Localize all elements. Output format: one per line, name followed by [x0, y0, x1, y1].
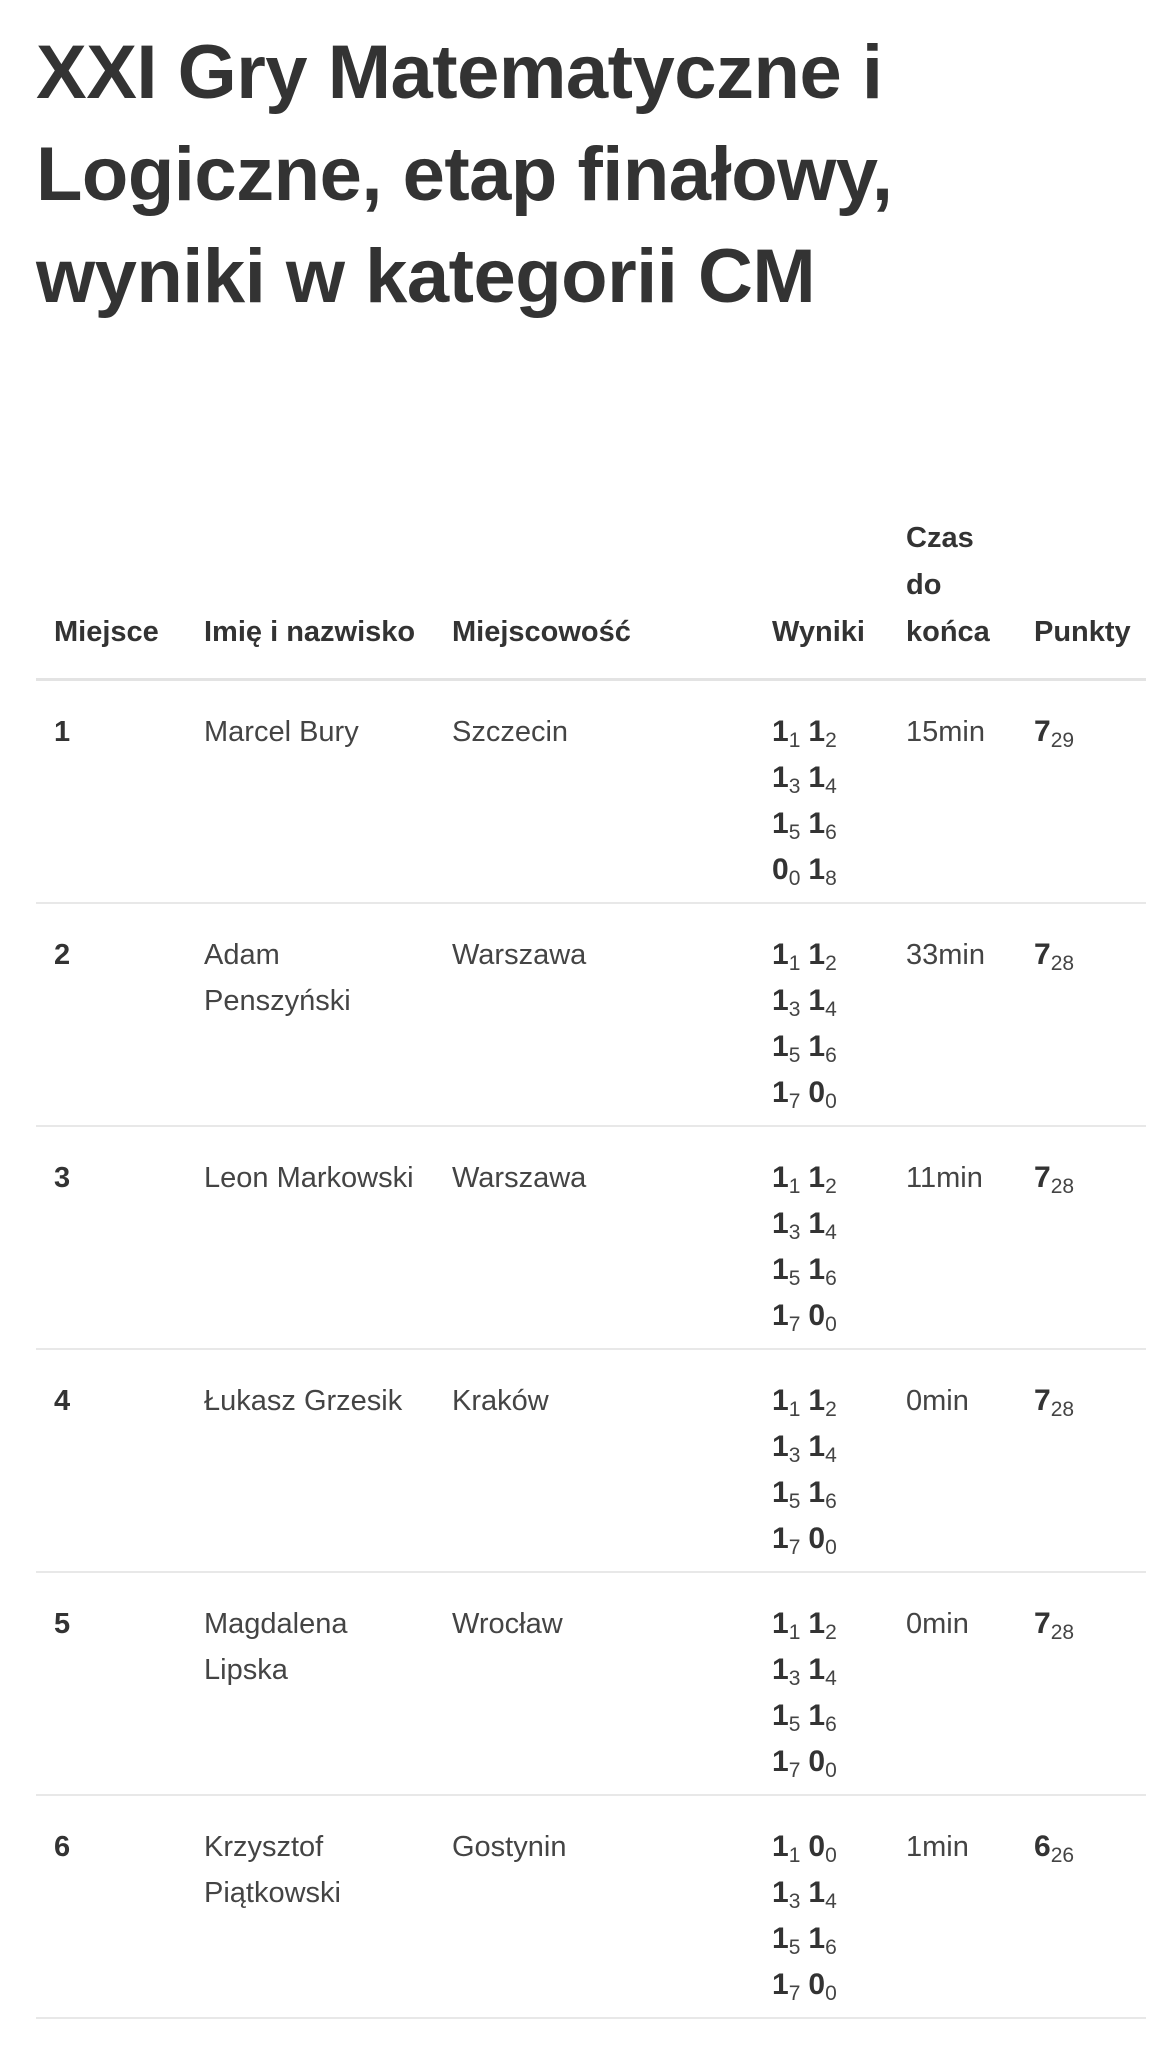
result-task-number: 4	[825, 997, 837, 1021]
result-item	[772, 1601, 800, 1647]
result-score: 1	[772, 937, 789, 971]
result-score: 1	[808, 1029, 826, 1063]
result-task-number: 1	[788, 1620, 801, 1644]
results-line	[772, 1962, 888, 2008]
result-item	[772, 1647, 800, 1693]
results-line	[772, 847, 888, 893]
result-item	[808, 847, 836, 893]
cell-place: 2	[36, 903, 186, 1126]
cell-city: Szczecin	[434, 680, 754, 903]
result-item	[772, 1516, 800, 1562]
cell-city: Gostynin	[434, 1795, 754, 2018]
result-task-number: 5	[788, 1043, 801, 1067]
table-body	[36, 680, 1146, 2018]
result-score: 1	[772, 1829, 789, 1863]
page-title: XXI Gry Matematyczne i Logiczne, etap finałowy, wyniki w kategorii CM	[36, 30, 893, 319]
points-value: 6	[1034, 1829, 1051, 1863]
result-task-number: 2	[825, 1620, 837, 1644]
result-item	[772, 1247, 800, 1293]
result-score: 1	[808, 1429, 826, 1463]
cell-city: Warszawa	[434, 1126, 754, 1349]
cell-city: Wrocław	[434, 1572, 754, 1795]
result-task-number: 7	[788, 1535, 801, 1559]
cell-city: Warszawa	[434, 903, 754, 1126]
cell-place: 6	[36, 1795, 186, 2018]
result-score: 1	[772, 1744, 789, 1778]
result-score: 1	[808, 1206, 826, 1240]
cell-time: 11min	[888, 1126, 1016, 1349]
result-item	[772, 1739, 800, 1785]
cell-points	[1016, 903, 1146, 1126]
results-line	[772, 1647, 888, 1693]
result-score: 1	[772, 1875, 789, 1909]
results-line	[772, 1470, 888, 1516]
result-score: 1	[808, 1652, 826, 1686]
cell-results	[754, 1572, 888, 1795]
result-item	[808, 1070, 836, 1116]
cell-points	[1016, 1126, 1146, 1349]
result-item	[772, 1470, 800, 1516]
header-results: Wyniki	[754, 515, 888, 680]
result-task-number: 5	[788, 1712, 801, 1736]
result-task-number: 4	[825, 1889, 837, 1913]
results-line	[772, 978, 888, 1024]
result-score: 1	[772, 1160, 789, 1194]
result-task-number: 7	[788, 1758, 801, 1782]
table-row	[36, 1349, 1146, 1572]
result-item	[772, 1378, 800, 1424]
header-time: Czas do końca	[888, 515, 1016, 680]
result-item	[772, 1155, 800, 1201]
results-line	[772, 1824, 888, 1870]
result-score: 1	[808, 1160, 826, 1194]
result-task-number: 2	[825, 951, 837, 975]
result-task-number: 6	[825, 1712, 837, 1736]
cell-name: Krzysztof Piątkowski	[186, 1795, 434, 2018]
result-item	[808, 1962, 836, 2008]
result-score: 1	[772, 1606, 789, 1640]
result-score: 0	[772, 853, 789, 886]
points-total: 28	[1050, 1620, 1075, 1644]
result-score: 1	[808, 937, 826, 971]
table-row	[36, 903, 1146, 1126]
cell-name: Marcel Bury	[186, 680, 434, 903]
header-row	[36, 515, 1146, 680]
results-line	[772, 1870, 888, 1916]
result-task-number: 1	[788, 1843, 801, 1867]
result-score: 1	[808, 1606, 826, 1640]
cell-results	[754, 1349, 888, 1572]
points-total: 29	[1050, 729, 1075, 752]
result-item	[772, 709, 800, 755]
results-line	[772, 1155, 888, 1201]
result-item	[772, 1024, 800, 1070]
result-score: 1	[808, 807, 826, 840]
cell-time: 0min	[888, 1572, 1016, 1795]
points-total: 28	[1050, 1397, 1075, 1421]
result-item	[808, 1378, 836, 1424]
result-task-number: 4	[825, 1443, 837, 1467]
result-task-number: 4	[825, 1220, 837, 1244]
result-score: 1	[772, 1652, 789, 1686]
result-task-number: 6	[825, 1489, 837, 1513]
table-row	[36, 1572, 1146, 1795]
results-line	[772, 1739, 888, 1785]
result-task-number: 4	[825, 775, 837, 798]
points-value: 7	[1034, 1383, 1051, 1417]
result-task-number: 3	[788, 1220, 801, 1244]
results-line	[772, 1070, 888, 1116]
result-item	[808, 1293, 836, 1339]
points-value: 7	[1034, 715, 1051, 748]
result-score: 1	[772, 1521, 789, 1555]
result-item	[808, 755, 836, 801]
result-score: 0	[808, 1298, 826, 1332]
results-line	[772, 1024, 888, 1070]
result-task-number: 2	[825, 1174, 837, 1198]
cell-place: 4	[36, 1349, 186, 1572]
result-task-number: 2	[825, 729, 837, 752]
result-task-number: 0	[788, 867, 801, 890]
result-task-number: 4	[825, 1666, 837, 1690]
results-line	[772, 1424, 888, 1470]
result-item	[772, 847, 800, 893]
result-item	[772, 755, 800, 801]
cell-name: Łukasz Grzesik	[186, 1349, 434, 1572]
result-score: 1	[772, 1206, 789, 1240]
cell-time: 15min	[888, 680, 1016, 903]
cell-name: Leon Markowski	[186, 1126, 434, 1349]
result-score: 1	[772, 761, 789, 794]
results-line	[772, 709, 888, 755]
result-task-number: 7	[788, 1312, 801, 1336]
result-item	[808, 801, 836, 847]
result-task-number: 8	[825, 867, 837, 890]
cell-points	[1016, 1572, 1146, 1795]
result-task-number: 0	[825, 1758, 837, 1782]
result-item	[808, 1601, 836, 1647]
result-task-number: 0	[825, 1535, 837, 1559]
result-item	[772, 932, 800, 978]
result-item	[772, 1916, 800, 1962]
result-score: 1	[808, 1698, 826, 1732]
result-item	[808, 1824, 836, 1870]
result-item	[772, 1824, 800, 1870]
result-item	[808, 1516, 836, 1562]
header-city: Miejscowość	[434, 515, 754, 680]
table-row	[36, 1126, 1146, 1349]
result-item	[808, 1024, 836, 1070]
result-item	[772, 978, 800, 1024]
cell-name: Adam Penszyński	[186, 903, 434, 1126]
result-score: 1	[772, 1698, 789, 1732]
result-score: 1	[808, 853, 826, 886]
result-task-number: 3	[788, 1443, 801, 1467]
result-task-number: 5	[788, 1266, 801, 1290]
cell-time: 1min	[888, 1795, 1016, 2018]
header-points: Punkty	[1016, 515, 1146, 680]
result-task-number: 6	[825, 1935, 837, 1959]
cell-results	[754, 903, 888, 1126]
result-score: 0	[808, 1829, 826, 1863]
result-score: 0	[808, 1744, 826, 1778]
result-score: 1	[772, 983, 789, 1017]
result-item	[808, 1916, 836, 1962]
result-score: 1	[772, 1298, 789, 1332]
table-row	[36, 680, 1146, 903]
cell-place: 5	[36, 1572, 186, 1795]
result-task-number: 5	[788, 1935, 801, 1959]
cell-place: 1	[36, 680, 186, 903]
results-line	[772, 932, 888, 978]
result-item	[772, 1070, 800, 1116]
result-task-number: 6	[825, 1266, 837, 1290]
results-table	[36, 515, 1146, 2019]
result-score: 0	[808, 1967, 826, 2001]
table-header	[36, 515, 1146, 680]
result-item	[808, 1870, 836, 1916]
result-item	[808, 1470, 836, 1516]
result-score: 1	[772, 715, 789, 748]
cell-results	[754, 1126, 888, 1349]
results-line	[772, 801, 888, 847]
result-item	[772, 1693, 800, 1739]
result-item	[808, 1739, 836, 1785]
result-score: 0	[808, 1521, 826, 1555]
results-line	[772, 1201, 888, 1247]
cell-points	[1016, 1795, 1146, 2018]
result-task-number: 3	[788, 1666, 801, 1690]
result-item	[808, 1647, 836, 1693]
result-score: 1	[772, 1075, 789, 1109]
result-task-number: 6	[825, 821, 837, 844]
result-score: 1	[772, 1252, 789, 1286]
result-task-number: 6	[825, 1043, 837, 1067]
result-score: 1	[772, 1921, 789, 1955]
result-item	[772, 1293, 800, 1339]
result-item	[772, 1424, 800, 1470]
result-item	[808, 1693, 836, 1739]
results-line	[772, 1247, 888, 1293]
result-task-number: 1	[788, 1174, 801, 1198]
cell-name: Magdalena Lipska	[186, 1572, 434, 1795]
results-line	[772, 1378, 888, 1424]
cell-points	[1016, 1349, 1146, 1572]
result-task-number: 1	[788, 1397, 801, 1421]
result-score: 1	[772, 1029, 789, 1063]
result-task-number: 0	[825, 1981, 837, 2005]
result-item	[772, 801, 800, 847]
result-task-number: 5	[788, 821, 801, 844]
cell-time: 0min	[888, 1349, 1016, 1572]
results-line	[772, 1601, 888, 1647]
result-item	[808, 1424, 836, 1470]
result-score: 1	[808, 983, 826, 1017]
result-score: 1	[772, 807, 789, 840]
cell-time: 33min	[888, 903, 1016, 1126]
results-line	[772, 1293, 888, 1339]
result-task-number: 3	[788, 997, 801, 1021]
result-item	[808, 709, 836, 755]
cell-place: 3	[36, 1126, 186, 1349]
result-item	[772, 1870, 800, 1916]
result-item	[808, 978, 836, 1024]
result-score: 1	[772, 1383, 789, 1417]
result-item	[808, 1201, 836, 1247]
result-task-number: 3	[788, 775, 801, 798]
result-score: 1	[808, 715, 826, 748]
result-task-number: 0	[825, 1312, 837, 1336]
results-line	[772, 1916, 888, 1962]
result-score: 1	[808, 1475, 826, 1509]
result-task-number: 7	[788, 1089, 801, 1113]
points-total: 28	[1050, 1174, 1075, 1198]
result-task-number: 1	[788, 729, 801, 752]
cell-results	[754, 1795, 888, 2018]
results-line	[772, 1516, 888, 1562]
result-item	[808, 932, 836, 978]
result-task-number: 7	[788, 1981, 801, 2005]
result-task-number: 0	[825, 1089, 837, 1113]
result-score: 0	[808, 1075, 826, 1109]
points-total: 28	[1050, 951, 1075, 975]
result-item	[808, 1247, 836, 1293]
points-value: 7	[1034, 937, 1051, 971]
points-value: 7	[1034, 1160, 1051, 1194]
result-item	[772, 1201, 800, 1247]
result-score: 1	[772, 1967, 789, 2001]
result-task-number: 0	[825, 1843, 837, 1867]
result-task-number: 2	[825, 1397, 837, 1421]
result-score: 1	[808, 1252, 826, 1286]
cell-results	[754, 680, 888, 903]
header-place: Miejsce	[36, 515, 186, 680]
result-score: 1	[772, 1429, 789, 1463]
result-item	[772, 1962, 800, 2008]
result-task-number: 3	[788, 1889, 801, 1913]
result-item	[808, 1155, 836, 1201]
cell-city: Kraków	[434, 1349, 754, 1572]
result-task-number: 1	[788, 951, 801, 975]
result-score: 1	[808, 1875, 826, 1909]
result-task-number: 5	[788, 1489, 801, 1513]
cell-points	[1016, 680, 1146, 903]
points-total: 26	[1050, 1843, 1075, 1867]
results-line	[772, 1693, 888, 1739]
header-name: Imię i nazwisko	[186, 515, 434, 680]
points-value: 7	[1034, 1606, 1051, 1640]
result-score: 1	[808, 1921, 826, 1955]
table-row	[36, 1795, 1146, 2018]
results-line	[772, 755, 888, 801]
result-score: 1	[772, 1475, 789, 1509]
result-score: 1	[808, 761, 826, 794]
result-score: 1	[808, 1383, 826, 1417]
